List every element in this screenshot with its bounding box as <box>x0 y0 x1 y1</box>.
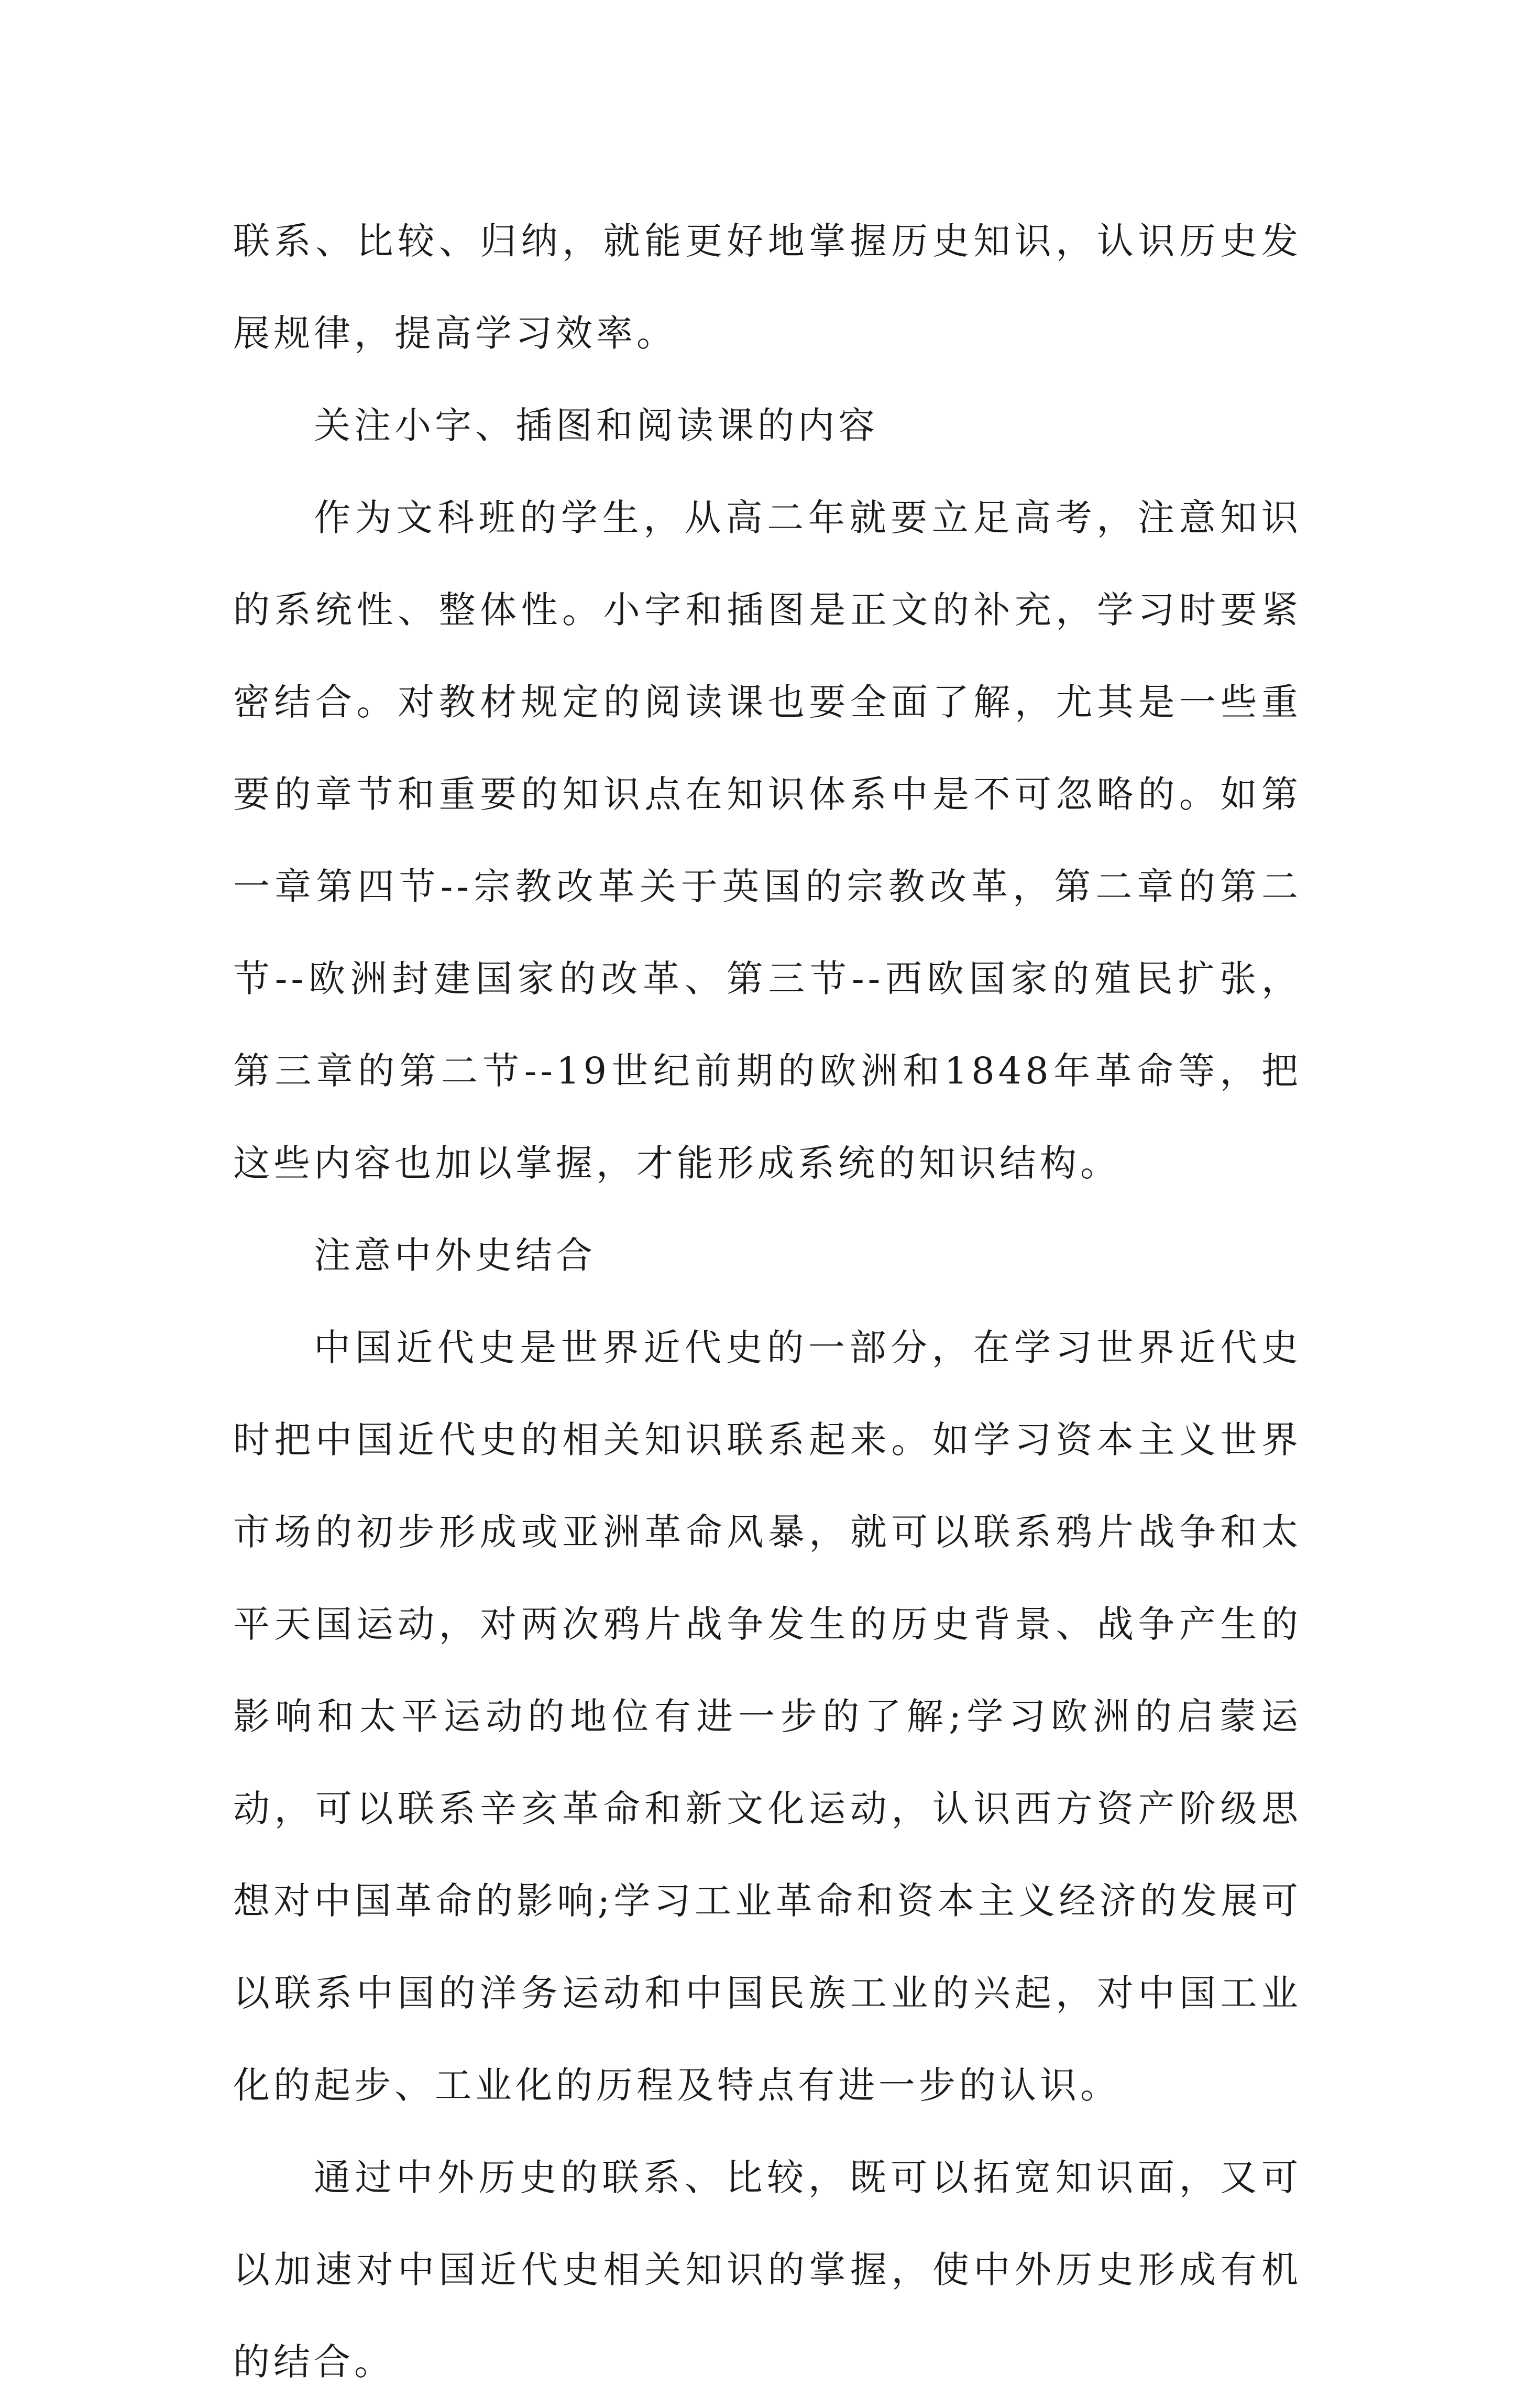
paragraph-small-text-illustrations: 作为文科班的学生，从高二年就要立足高考，注意知识的系统性、整体性。小字和插图是正文的补充，学习时要紧密结合。对教材规定的阅读课也要全面了解，尤其是一些重要的章节和重要的知识点在知识体系中是不可忽略的。如第一章第四节--宗教改革关于英国的宗教改革，第二章的第二节--欧洲封建国家的改革、第三节--西欧国家的殖民扩张，第三章的第二节--19世纪前期的欧洲和1848年革命等，把这些内容也加以掌握，才能形成系统的知识结构。 <box>233 496 1302 1185</box>
paragraph-chinese-foreign-history: 中国近代史是世界近代史的一部分，在学习世界近代史时把中国近代史的相关知识联系起来。如学习资本主义世界市场的初步形成或亚洲革命风暴，就可以联系鸦片战争和太平天国运动，对两次鸦片战争发生的历史背景、战争产生的影响和太平运动的地位有进一步的了解;学习欧洲的启蒙运动，可以联系辛亥革命和新文化运动，认识西方资产阶级思想对中国革命的影响;学习工业革命和资本主义经济的发展可以联系中国的洋务运动和中国民族工业的兴起，对中国工业化的起步、工业化的历程及特点有进一步的认识。 <box>233 1326 1302 2107</box>
paragraph-conclusion: 通过中外历史的联系、比较，既可以拓宽知识面，又可以加速对中国近代史相关知识的掌握，使中外历史形成有机的结合。 <box>233 2156 1302 2383</box>
section-heading-chinese-foreign-history: 注意中外史结合 <box>314 1234 596 1277</box>
section-heading-small-text-illustrations: 关注小字、插图和阅读课的内容 <box>314 404 878 447</box>
document-body <box>233 195 1302 2408</box>
paragraph-continuation: 联系、比较、归纳，就能更好地掌握历史知识，认识历史发展规律，提高学习效率。 <box>233 220 1302 355</box>
